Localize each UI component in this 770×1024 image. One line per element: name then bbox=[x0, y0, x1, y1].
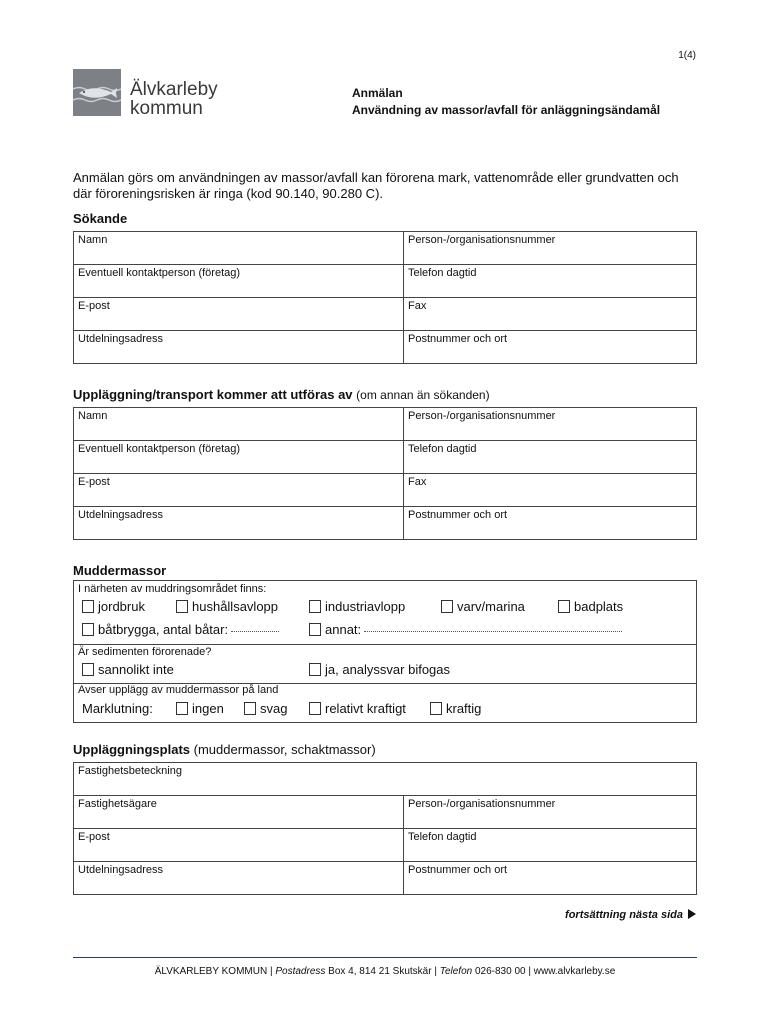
checkbox-box[interactable] bbox=[82, 663, 94, 676]
page-number: 1(4) bbox=[678, 50, 696, 61]
marklutning-label: Marklutning: bbox=[82, 701, 153, 716]
table-row bbox=[74, 474, 697, 507]
mud-question-land: Avser upplägg av muddermassor på land bbox=[78, 684, 279, 696]
checkbox-annat[interactable] bbox=[309, 622, 622, 637]
checkbox-label: båtbrygga, antal båtar: bbox=[98, 622, 229, 637]
boats-count-input[interactable] bbox=[231, 631, 279, 632]
other-input[interactable] bbox=[364, 631, 622, 632]
table-row bbox=[74, 829, 697, 862]
field-postal[interactable]: Postnummer och ort bbox=[404, 331, 697, 364]
table-row bbox=[74, 441, 697, 474]
checkbox-label: svag bbox=[260, 701, 288, 716]
site-table bbox=[73, 762, 697, 895]
checkbox-box[interactable] bbox=[309, 600, 321, 613]
checkbox-box[interactable] bbox=[176, 600, 188, 613]
mud-land-group bbox=[74, 683, 696, 722]
checkbox-box[interactable] bbox=[176, 702, 188, 715]
field-property-owner[interactable]: Fastighetsägare bbox=[74, 796, 404, 829]
checkbox-label: badplats bbox=[574, 599, 624, 614]
field-address[interactable]: Utdelningsadress bbox=[74, 507, 404, 540]
section-heading-applicant: Sökande bbox=[73, 211, 128, 226]
table-row bbox=[74, 862, 697, 895]
checkbox-box[interactable] bbox=[244, 702, 256, 715]
checkbox-label: ingen bbox=[192, 701, 224, 716]
checkbox-box[interactable] bbox=[430, 702, 442, 715]
footer-website-link[interactable]: www.alvkarleby.se bbox=[533, 966, 616, 977]
field-name[interactable]: Namn bbox=[74, 232, 404, 265]
checkbox-box[interactable] bbox=[309, 623, 321, 636]
checkbox-svag[interactable] bbox=[244, 701, 287, 716]
transport-heading-text: Uppläggning/transport kommer att utföras av bbox=[73, 387, 353, 402]
brand-subtitle: kommun bbox=[130, 98, 203, 119]
table-row bbox=[74, 331, 697, 364]
transport-heading-note: (om annan än sökanden) bbox=[356, 388, 490, 402]
table-row bbox=[74, 408, 697, 441]
table-row bbox=[74, 796, 697, 829]
field-org-number[interactable]: Person-/organisationsnummer bbox=[404, 796, 697, 829]
checkbox-badplats[interactable] bbox=[558, 599, 623, 614]
checkbox-box[interactable] bbox=[82, 600, 94, 613]
footer-telefon-label: Telefon bbox=[439, 966, 473, 977]
table-row bbox=[74, 507, 697, 540]
checkbox-label: ja, analyssvar bifogas bbox=[325, 662, 451, 677]
checkbox-jordbruk[interactable] bbox=[82, 599, 145, 614]
mud-question-contaminated: Är sedimenten förorenade? bbox=[78, 646, 212, 658]
checkbox-label: hushållsavlopp bbox=[192, 599, 279, 614]
mud-question-vicinity: I närheten av muddringsområdet finns: bbox=[78, 583, 267, 595]
footer-org: ÄLVKARLEBY KOMMUN bbox=[154, 966, 268, 977]
field-phone[interactable]: Telefon dagtid bbox=[404, 441, 697, 474]
checkbox-box[interactable] bbox=[441, 600, 453, 613]
field-contact-person[interactable]: Eventuell kontaktperson (företag) bbox=[74, 441, 404, 474]
checkbox-sannolikt-inte[interactable] bbox=[82, 662, 174, 677]
section-heading-transport bbox=[73, 387, 490, 402]
checkbox-hushallsavlopp[interactable] bbox=[176, 599, 278, 614]
footer-postadress: Box 4, 814 21 Skutskär bbox=[328, 966, 432, 977]
checkbox-label: kraftig bbox=[446, 701, 482, 716]
checkbox-label: varv/marina bbox=[457, 599, 525, 614]
municipality-logo bbox=[73, 69, 121, 116]
field-name[interactable]: Namn bbox=[74, 408, 404, 441]
field-fax[interactable]: Fax bbox=[404, 474, 697, 507]
field-fax[interactable]: Fax bbox=[404, 298, 697, 331]
intro-text: Anmälan görs om användningen av massor/avfall kan förorena mark, vattenområde eller grundvatten och där föroreningsrisken är ringa (kod 90.140, 90.280 C). bbox=[73, 170, 679, 201]
field-address[interactable]: Utdelningsadress bbox=[74, 331, 404, 364]
mud-box bbox=[73, 580, 697, 723]
table-row bbox=[74, 298, 697, 331]
transport-table bbox=[73, 407, 697, 540]
field-address[interactable]: Utdelningsadress bbox=[74, 862, 404, 895]
checkbox-label: annat: bbox=[325, 622, 362, 637]
footer-telefon: 026-830 00 bbox=[474, 966, 526, 977]
footer-divider bbox=[73, 957, 697, 958]
brand-name: Älvkarleby bbox=[130, 79, 218, 100]
checkbox-ingen[interactable] bbox=[176, 701, 224, 716]
checkbox-relativt-kraftigt[interactable] bbox=[309, 701, 406, 716]
checkbox-box[interactable] bbox=[558, 600, 570, 613]
field-email[interactable]: E-post bbox=[74, 474, 404, 507]
checkbox-kraftig[interactable] bbox=[430, 701, 481, 716]
field-postal[interactable]: Postnummer och ort bbox=[404, 862, 697, 895]
continue-note bbox=[565, 909, 696, 921]
mud-vicinity-group bbox=[74, 581, 696, 645]
document-subtitle: Användning av massor/avfall för anläggningsändamål bbox=[352, 103, 661, 117]
document-title: Anmälan bbox=[352, 86, 403, 100]
continue-text: fortsättning nästa sida bbox=[565, 909, 683, 921]
section-heading-mud: Muddermassor bbox=[73, 563, 167, 578]
field-org-number[interactable]: Person-/organisationsnummer bbox=[404, 232, 697, 265]
field-phone[interactable]: Telefon dagtid bbox=[404, 829, 697, 862]
table-row bbox=[74, 232, 697, 265]
checkbox-label: relativt kraftigt bbox=[325, 701, 406, 716]
checkbox-ja-analyssvar[interactable] bbox=[309, 662, 450, 677]
checkbox-label: jordbruk bbox=[98, 599, 145, 614]
checkbox-box[interactable] bbox=[309, 663, 321, 676]
field-property-designation[interactable]: Fastighetsbeteckning bbox=[74, 763, 697, 796]
mud-contaminated-group bbox=[74, 644, 696, 684]
field-phone[interactable]: Telefon dagtid bbox=[404, 265, 697, 298]
applicant-table bbox=[73, 231, 697, 364]
checkbox-label: sannolikt inte bbox=[98, 662, 174, 677]
field-contact-person[interactable]: Eventuell kontaktperson (företag) bbox=[74, 265, 404, 298]
checkbox-box[interactable] bbox=[82, 623, 94, 636]
footer-postadress-label: Postadress bbox=[275, 966, 326, 977]
checkbox-industriavlopp[interactable] bbox=[309, 599, 405, 614]
site-heading-note: (muddermassor, schaktmassor) bbox=[193, 742, 376, 757]
checkbox-box[interactable] bbox=[309, 702, 321, 715]
checkbox-varv-marina[interactable] bbox=[441, 599, 525, 614]
table-row bbox=[74, 265, 697, 298]
field-email[interactable]: E-post bbox=[74, 829, 404, 862]
checkbox-batbrygga[interactable] bbox=[82, 622, 279, 637]
site-heading-text: Uppläggningsplats bbox=[73, 742, 190, 757]
footer: ÄLVKARLEBY KOMMUN | Postadress Box 4, 814 21 Skutskär | Telefon 026-830 00 | www.alvkarleby.se bbox=[154, 966, 616, 977]
field-email[interactable]: E-post bbox=[74, 298, 404, 331]
field-postal[interactable]: Postnummer och ort bbox=[404, 507, 697, 540]
checkbox-label: industriavlopp bbox=[325, 599, 406, 614]
section-heading-site bbox=[73, 742, 376, 757]
field-org-number[interactable]: Person-/organisationsnummer bbox=[404, 408, 697, 441]
fish-icon bbox=[73, 69, 121, 116]
table-row bbox=[74, 763, 697, 796]
arrow-right-icon bbox=[688, 909, 696, 919]
